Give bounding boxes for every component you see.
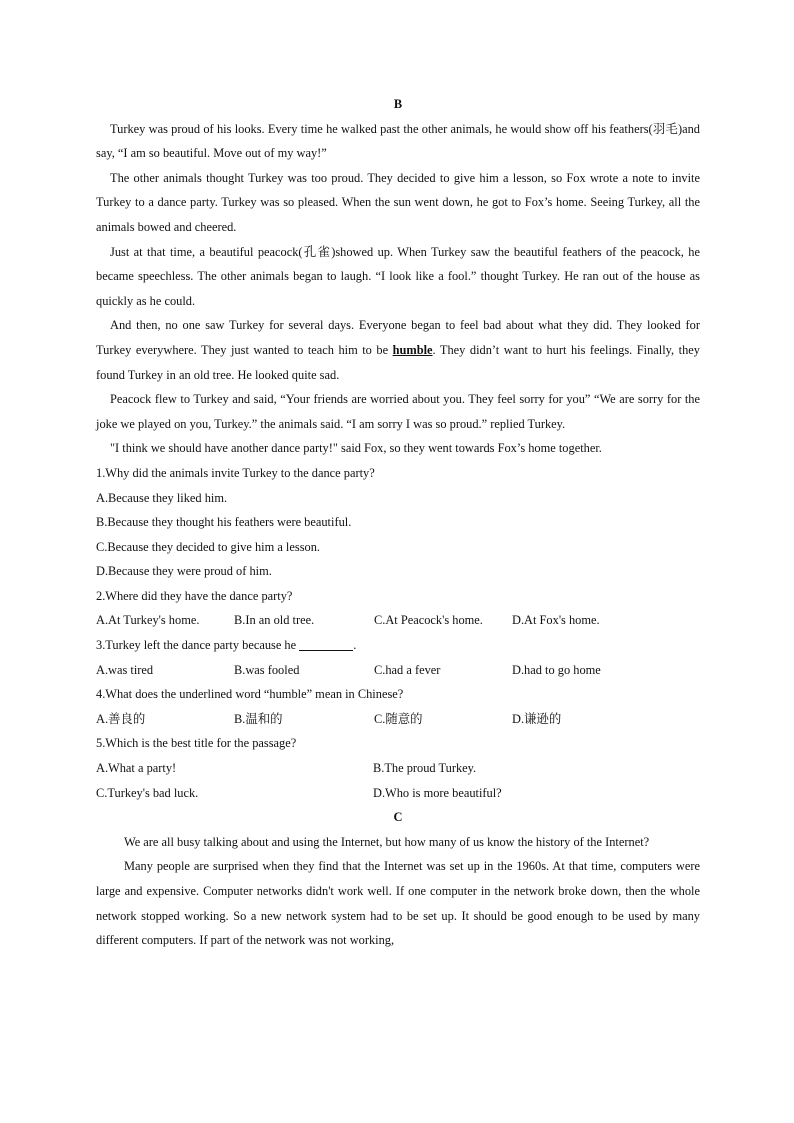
question-2-option-b: B.In an old tree. [234, 613, 315, 628]
question-4-option-c: C.随意的 [374, 711, 423, 726]
question-5-option-d: D.Who is more beautiful? [373, 785, 502, 800]
paragraph-4-text-before: And then, no one saw Turkey for several days. Everyone began to feel bad about what they did. They looked for Turkey everywhere. They just wanted to teach him to be [96, 318, 700, 357]
question-2-options [96, 608, 700, 633]
question-2-option-c: C.At Peacock's home. [374, 613, 483, 628]
section-b-paragraph-5: Peacock flew to Turkey and said, “Your friends are worried about you. They feel sorry for you” “We are sorry for the joke we played on you, Turkey.” the animals said. “I am sorry I was so proud.” replied Turkey. [96, 392, 700, 431]
question-2-option-a: A.At Turkey's home. [96, 613, 200, 628]
paragraph-4-text-after: . They didn’t want to hurt his feelings. Finally, they found Turkey in an old tree. He looked quite sad. [96, 342, 700, 382]
question-5-options-row-2 [96, 781, 700, 806]
question-2-stem: 2.Where did they have the dance party? [96, 588, 293, 603]
question-3-stem-end: . [353, 638, 357, 653]
document-content [96, 92, 700, 953]
question-1-option-a: A.Because they liked him. [96, 490, 228, 505]
question-5-options-row-1 [96, 756, 700, 781]
question-3-option-a: A.was tired [96, 662, 154, 677]
underlined-word-humble: humble [392, 342, 433, 357]
question-3-stem [96, 633, 700, 658]
question-5-option-a: A.What a party! [96, 761, 177, 776]
question-5-option-b: B.The proud Turkey. [373, 761, 477, 776]
section-c-paragraph-1: We are all busy talking about and using the Internet, but how many of us know the history of the Internet? [124, 834, 650, 849]
section-b-paragraph-3: Just at that time, a beautiful peacock(孔雀)showed up. When Turkey saw the beautiful feathers of the peacock, he became speechless. The other animals began to laugh. “I look like a fool.” thought Turkey. He ran out of the house as quickly as he could. [96, 244, 700, 308]
section-b-paragraph-1: Turkey was proud of his looks. Every time he walked past the other animals, he would show off his feathers(羽毛)and say, “I am so beautiful. Move out of my way!” [96, 121, 700, 161]
section-b-paragraph-2: The other animals thought Turkey was too proud. They decided to give him a lesson, so Fox wrote a note to invite Turkey to a dance party. Turkey was so pleased. When the sun went down, he got to Fox’s home. Seeing Turkey, all the animals bowed and cheered. [96, 170, 700, 234]
question-4-option-a: A.善良的 [96, 711, 146, 726]
answer-blank [299, 636, 353, 651]
question-2-option-d: D.At Fox's home. [512, 613, 600, 628]
question-1-option-c: C.Because they decided to give him a lesson. [96, 539, 321, 554]
question-4-options [96, 707, 700, 732]
question-3-option-d: D.had to go home [512, 662, 601, 677]
section-b-paragraph-6: "I think we should have another dance party!" said Fox, so they went towards Fox’s home together. [110, 441, 602, 456]
question-1-option-d: D.Because they were proud of him. [96, 564, 272, 579]
section-c-paragraph-2: Many people are surprised when they find that the Internet was set up in the 1960s. At that time, computers were large and expensive. Computer networks didn't work well. If one computer in the network broke down, then the whole network stopped working. So a new network system had to be set up. It should be good enough to be used by many different computers. If part of the network was not working, [96, 859, 700, 948]
section-c-title: C [393, 810, 403, 825]
question-4-option-d: D.谦逊的 [512, 711, 562, 726]
question-4-option-b: B.温和的 [234, 711, 283, 726]
question-3-option-b: B.was fooled [234, 662, 300, 677]
question-1-option-b: B.Because they thought his feathers were beautiful. [96, 515, 352, 530]
section-b-paragraph-4 [96, 313, 700, 387]
question-3-option-c: C.had a fever [374, 662, 441, 677]
question-3-options [96, 658, 700, 683]
question-1-stem: 1.Why did the animals invite Turkey to the dance party? [96, 465, 375, 480]
question-3-stem-text: 3.Turkey left the dance party because he [96, 638, 297, 653]
question-5-option-c: C.Turkey's bad luck. [96, 785, 199, 800]
section-b-title: B [393, 97, 403, 111]
question-5-stem: 5.Which is the best title for the passage? [96, 736, 297, 751]
question-4-stem: 4.What does the underlined word “humble” mean in Chinese? [96, 687, 404, 702]
